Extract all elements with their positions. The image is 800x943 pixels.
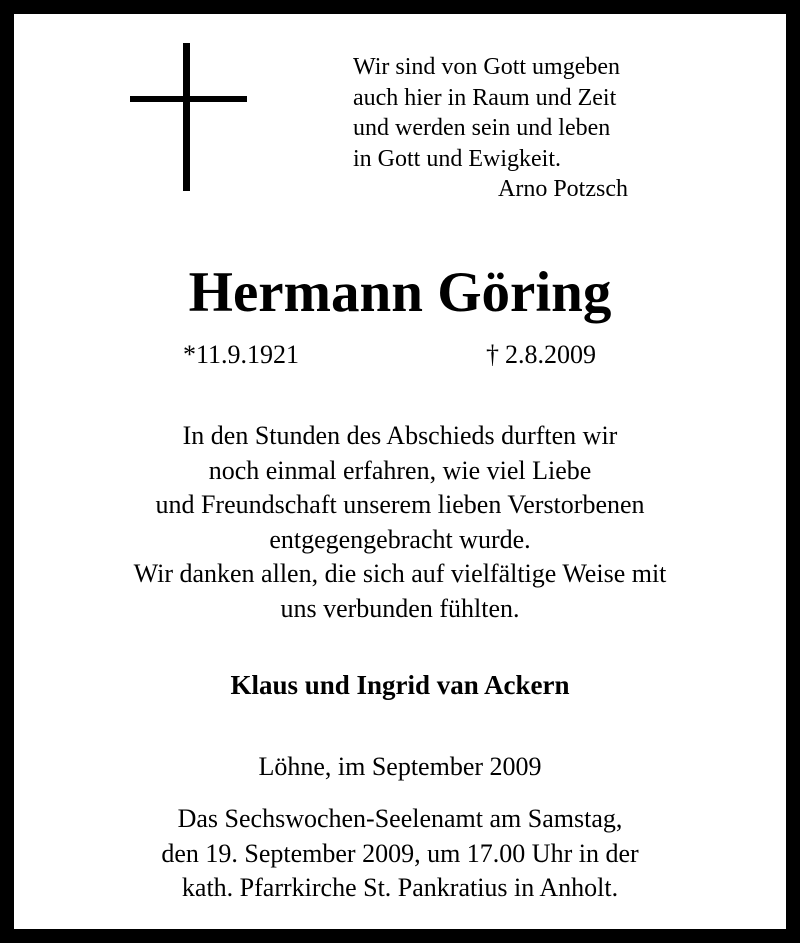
death-date-block <box>486 337 596 373</box>
death-date: 2.8.2009 <box>505 340 596 369</box>
poem-line: in Gott und Ewigkeit. <box>353 145 561 172</box>
service-line: den 19. September 2009, um 17.00 Uhr in der <box>161 838 639 868</box>
cross-horizontal-bar <box>130 96 247 102</box>
cross-vertical-bar <box>183 43 190 191</box>
poem-line: Wir sind von Gott umgeben <box>353 54 620 80</box>
birth-date: *11.9.1921 <box>183 340 300 369</box>
message-line: Wir danken allen, die sich auf vielfältige Weise mit <box>133 559 667 589</box>
place-and-date: Löhne, im September 2009 <box>258 752 542 781</box>
poem-line: und werden sein und leben <box>353 115 611 141</box>
message-line: und Freundschaft unserem lieben Verstorbenen <box>155 490 645 520</box>
poem-author: Arno Potzsch <box>498 176 628 202</box>
cross-icon <box>130 43 247 191</box>
message-line: In den Stunden des Abschieds durften wir <box>182 421 618 450</box>
dagger-icon: † <box>486 340 499 369</box>
service-announcement <box>14 802 786 906</box>
thank-you-message <box>14 419 786 627</box>
deceased-name: Hermann Göring <box>188 261 612 324</box>
poem-line: auch hier in Raum und Zeit <box>353 84 617 111</box>
poem-block <box>353 52 683 205</box>
message-line: noch einmal erfahren, wie viel Liebe <box>208 455 592 485</box>
message-line: uns verbunden fühlten. <box>280 593 520 623</box>
signers: Klaus und Ingrid van Ackern <box>230 670 570 700</box>
message-line: entgegengebracht wurde. <box>269 524 531 554</box>
service-line: kath. Pfarrkirche St. Pankratius in Anholt. <box>181 873 619 902</box>
service-line: Das Sechswochen-Seelenamt am Samstag, <box>177 804 623 833</box>
